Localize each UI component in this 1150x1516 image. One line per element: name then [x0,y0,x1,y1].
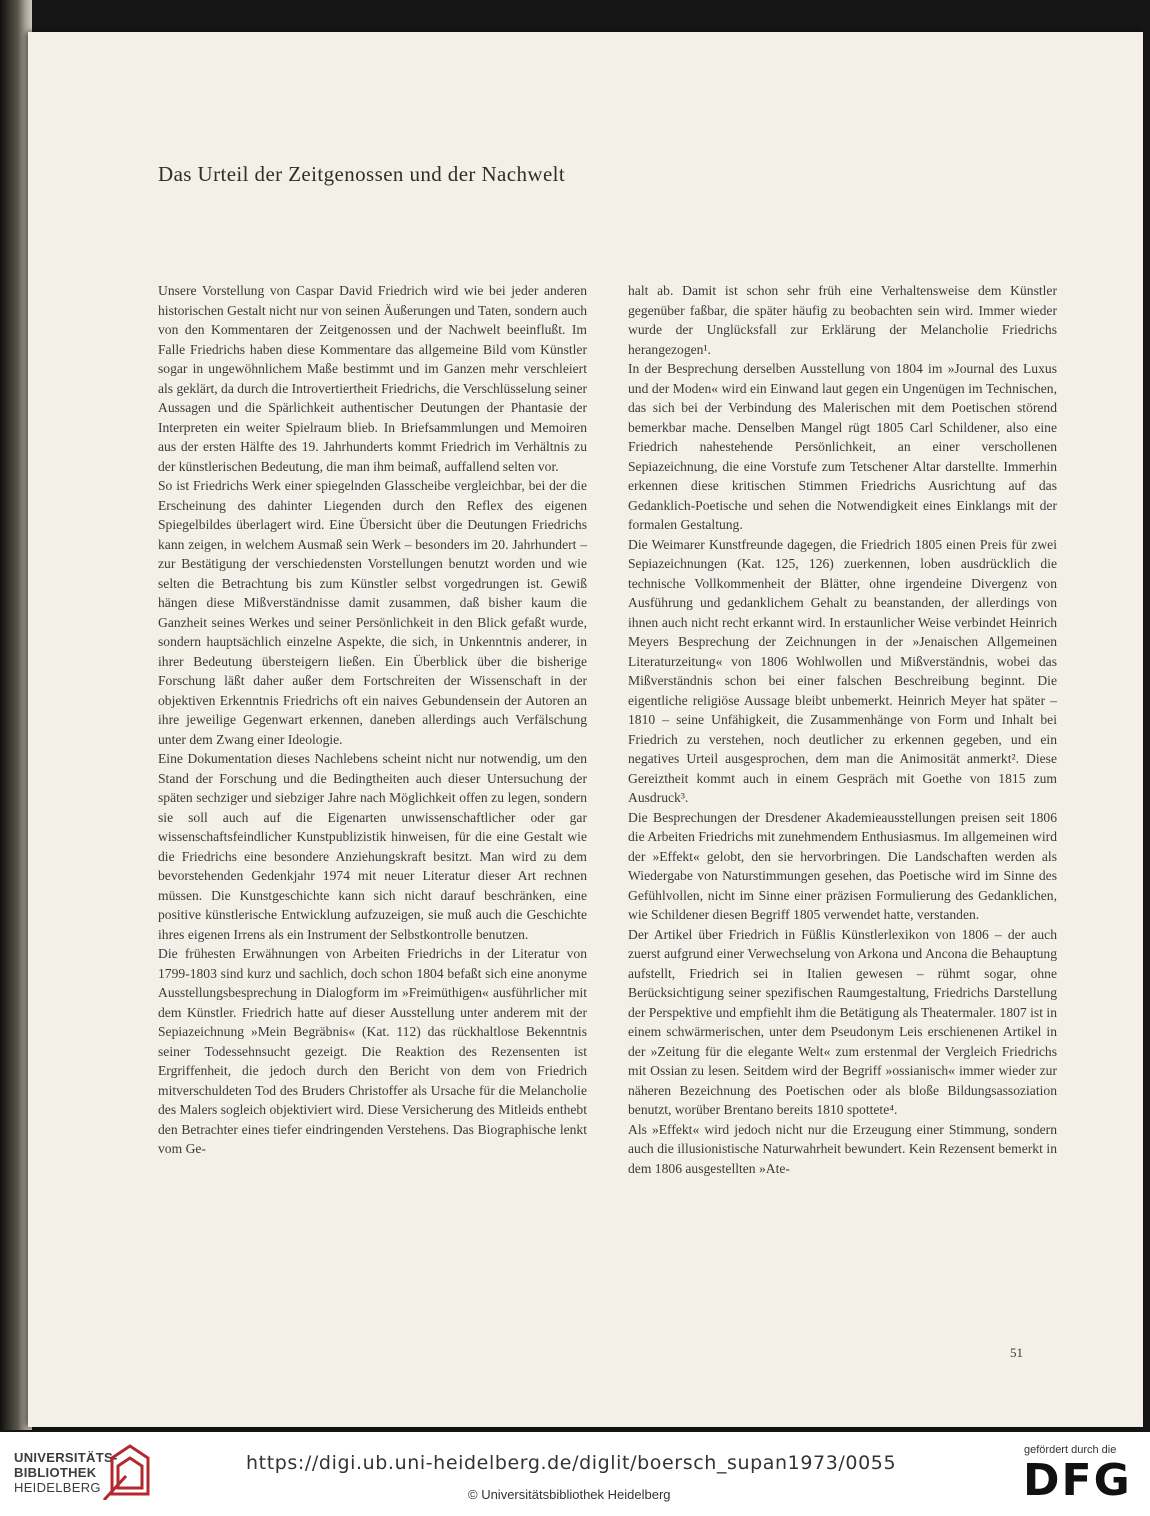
permalink-url[interactable]: https://digi.ub.uni-heidelberg.de/diglit/boersch_supan1973/0055 [246,1452,897,1474]
paragraph: Die frühesten Erwähnungen von Arbeiten Friedrichs in der Literatur von 1799-1803 sind kurz und sachlich, doch schon 1804 befaßt sich eine anonyme Ausstellungsbesprechung in Dialogform im »Freimüthigen« ausführlicher mit dem Künstler. Friedrich hatte auf dieser Ausstellung unter anderem mit der Sepiazeichnung »Mein Begräbnis« (Kat. 112) das rückhaltlose Bekenntnis seiner Todessehnsucht gezeigt. Die Reaktion des Rezensenten ist Ergriffenheit, die jedoch durch den Bericht von dem von Friedrich mitverschuldeten Tod des Bruders Christoffer als Ursache für die Melancholie des Malers sogleich objektiviert wird. Diese Versicherung des Mitleids enthebt den Betrachter eines tiefer eindringenden Verstehens. Das Biographische lenkt vom Ge- [158,946,587,1156]
paragraph: Eine Dokumentation dieses Nachlebens scheint nicht nur notwendig, um den Stand der Forschung und die Bedingtheiten auch dieser Untersuchung der späten sechziger und siebziger Jahre nach Möglichkeit offen zu legen, sondern sie soll auch auf die Eigenarten unwissenschaftlicher oder gar wissenschaftsfeindlicher Kunstpublizistik hinweisen, für die eine Gestalt wie die Friedrichs eine besondere Anziehungskraft besitzt. Man wird zu dem bevorstehenden Gedenkjahr 1974 mit neuer Literatur dieser Art rechnen müssen. Die Kunstgeschichte kann sich nicht darauf beschränken, eine positive künstlerische Entwicklung aufzuzeigen, sie muß auch die Geschichte ihres eigenen Irrens als ein Instrument der Selbstkontrolle benutzen. [158,751,587,942]
paragraph: Die Weimarer Kunstfreunde dagegen, die Friedrich 1805 einen Preis für zwei Sepiazeichnungen (Kat. 125, 126) zuerkennen, loben ausdrücklich die technische Vollkommenheit der Blätter, ohne irgendeine Divergenz von Ausführung und gedanklichem Gehalt zu beanstanden, der allerdings von ihnen auch nicht recht erkannt wird. In erstaunlicher Weise verbindet Heinrich Meyers Besprechung der Zeichnungen in der »Jenaischen Allgemeinen Literaturzeitung« von 1806 Wohlwollen und Mißverständnis, wobei das Mißverständnis schon bei einer falschen Beschreibung beginnt. Die eigentliche religiöse Aussage bleibt unbemerkt. Heinrich Meyer hat später – 1810 – seine Unfähigkeit, die Zusammenhänge von Form und Inhalt bei Friedrich zu verstehen, noch deutlicher zu erkennen gegeben, und ein negatives Urteil ausgesprochen, dem man die Animosität anmerkt². Diese Gereiztheit kommt auch in einem Gespräch mit Goethe von 1815 zum Ausdruck³. [628,536,1057,805]
copyright-notice: © Universitätsbibliothek Heidelberg [468,1487,671,1502]
right-text-column [628,281,1057,1178]
book-page [28,32,1143,1427]
dfg-logo[interactable]: DFG [1023,1455,1132,1506]
left-text-column [158,281,587,1159]
paragraph: Der Artikel über Friedrich in Füßlis Künstlerlexikon von 1806 – der auch zuerst aufgrund einer Verwechselung von Arkona und Ancona die Behauptung aufstellt, Friedrich sei in Italien gewesen – rühmt sogar, ohne Berücksichtigung seiner spezifischen Raumgestaltung, Friedrichs Darstellung der Perspektive und empfiehlt ihm die Betätigung als Theatermaler. 1807 ist in einem schwärmerischen, unter dem Pseudonym Leis erschienenen Artikel in der »Zeitung für die elegante Welt« zum erstenmal der Vergleich Friedrichs mit Ossian zu lesen. Seitdem wird der Begriff »ossianisch« immer wieder zur näheren Bezeichnung des Poetischen oder als bloße Bildungsassoziation benutzt, worüber Brentano bereits 1810 spottete⁴. [628,926,1057,1117]
paragraph: Unsere Vorstellung von Caspar David Friedrich wird wie bei jeder anderen historischen Gestalt nicht nur von seinen Äußerungen und Taten, sondern auch von den Kommentaren der Zeitgenossen und der Nachwelt beeinflußt. Im Falle Friedrichs haben diese Kommentare das allgemeine Bild vom Künstler sogar in ungewöhnlichem Maße bestimmt und im Ganzen mehr verschleiert als geklärt, da durch die Introvertiertheit Friedrichs, die Verschlüsselung seiner Aussagen und die Spärlichkeit authentischer Deutungen der Phantasie der Interpreten ein weiter Spielraum blieb. In Briefsammlungen und Memoiren aus der ersten Hälfte des 19. Jahrhunderts kommt Friedrich im Verhältnis zu der künstlerischen Bedeutung, die man ihm beimaß, auffallend selten vor. [158,283,587,474]
paragraph: halt ab. Damit ist schon sehr früh eine Verhaltensweise dem Künstler gegenüber faßbar, die später häufig zu beobachten sein wird. Immer wieder wurde der Unglücksfall zur Erklärung der Melancholie Friedrichs herangezogen¹. [628,283,1057,357]
library-name-line: BIBLIOTHEK [14,1465,97,1480]
paragraph: Die Besprechungen der Dresdener Akademieausstellungen preisen seit 1806 die Arbeiten Friedrichs mit zunehmendem Enthusiasmus. Im allgemeinen wird der »Effekt« gelobt, den sie hervorbringen. Die Landschaften werden als Wiedergabe von Naturstimmungen gesehen, das Poetische wird im Sinne des Gefühlvollen, nicht im Sinne einer präzisen Formulierung des Gedanklichen, wie Schildener diesen Begriff 1805 verwendet hatte, verstanden. [628,809,1057,922]
funding-note: gefördert durch die [1024,1444,1117,1456]
page-number: 51 [1010,1345,1023,1360]
library-name-line: HEIDELBERG [14,1480,101,1495]
chapter-title: Das Urteil der Zeitgenossen und der Nachwelt [158,162,566,186]
paragraph: Als »Effekt« wird jedoch nicht nur die Erzeugung einer Stimmung, sondern auch die illusionistische Naturwahrheit bewundert. Kein Rezensent bemerkt in dem 1806 ausgestellten »Ate- [628,1121,1057,1176]
library-emblem-icon [102,1440,160,1500]
library-name-line: UNIVERSITÄTS- [14,1450,118,1465]
viewer-footer [0,1432,1150,1516]
paragraph: In der Besprechung derselben Ausstellung von 1804 im »Journal des Luxus und der Moden« wird ein Einwand laut gegen ein Ungenügen im Technischen, das sich bei der Verbindung des Malerischen mit dem Poetischen störend bemerkbar mache. Denselben Mangel rügt 1805 Carl Schildener, also eine Friedrich nahestehende Persönlichkeit, an einer verschollenen Sepiazeichnung, die eine Vorstufe zum Tetschener Altar darstellte. Immerhin erkennen diese kritischen Stimmen Friedrichs Ausrichtung auf das Gedanklich-Poetische und sehen die Notwendigkeit eines Einklangs mit der formalen Gestaltung. [628,361,1057,532]
paragraph: So ist Friedrichs Werk einer spiegelnden Glasscheibe vergleichbar, bei der die Erscheinung des dahinter Liegenden durch den Reflex des eigenen Spiegelbildes überlagert wird. Eine Übersicht über die Deutungen Friedrichs kann zeigen, in welchem Ausmaß sein Werk – besonders im 20. Jahrhundert – zur Bestätigung der verschiedensten Vorstellungen benutzt worden und wie selten die Betrachtung bis zum Künstler selbst vorgedrungen ist. Gewiß hängen diese Mißverständnisse damit zusammen, daß bisher kaum die Ganzheit seines Werkes und seiner Persönlichkeit in den Blick gefaßt wurde, sondern hauptsächlich einzelne Aspekte, die sich, in Unkenntnis anderer, in ihrer Bedeutung übersteigern ließen. Ein Überblick über die bisherige Forschung läßt daher außer dem Fortschreiten der Wissenschaft in der objektiven Erkenntnis Friedrichs oft ein naives Gebundensein der Autoren an ihre jeweilige Gegenwart erkennen, daneben allerdings auch Verfälschung unter dem Zwang einer Ideologie. [158,478,587,747]
